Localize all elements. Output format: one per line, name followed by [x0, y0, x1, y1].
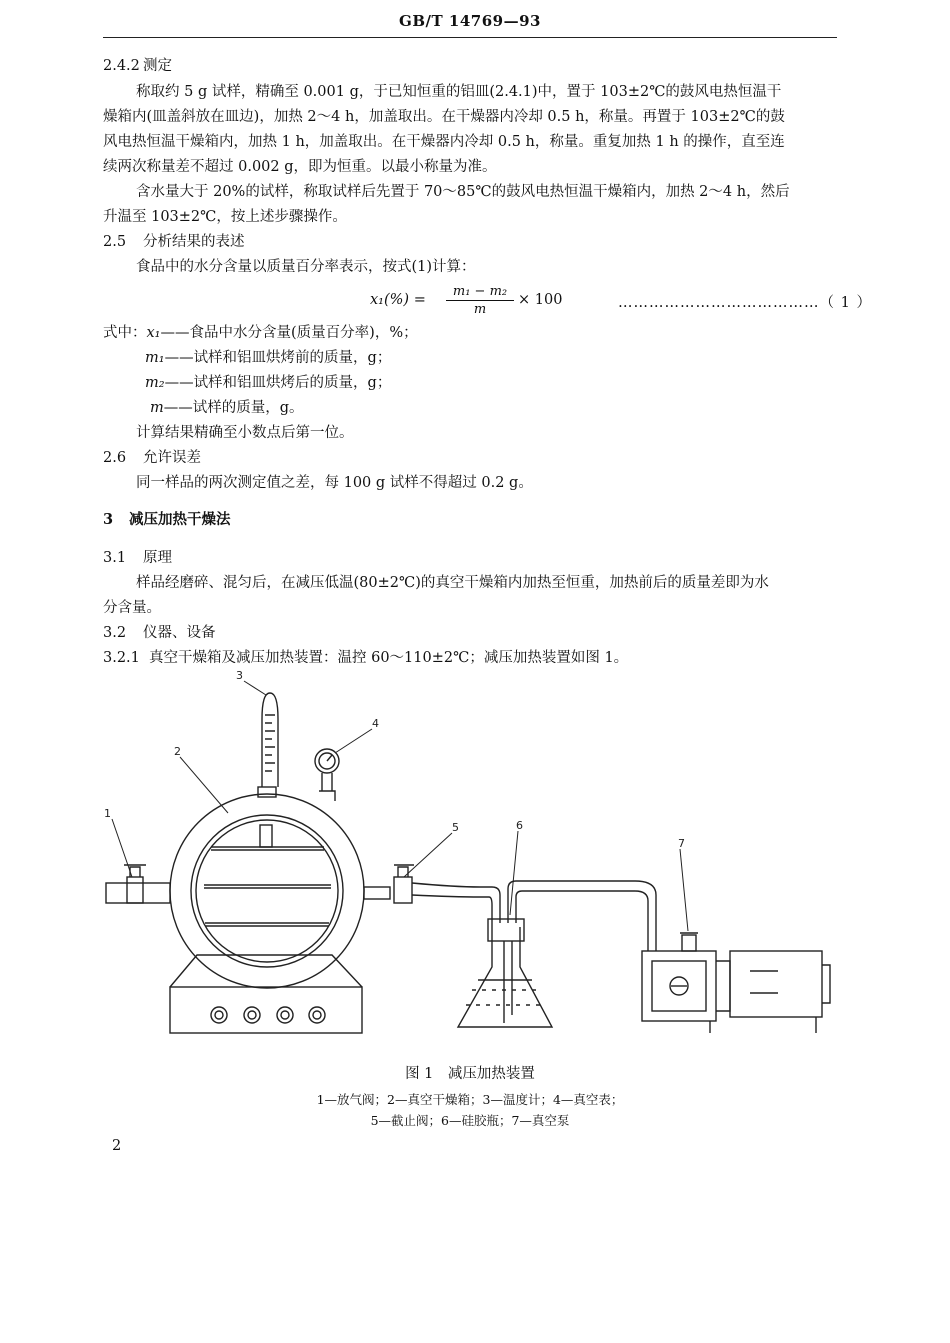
section-number: 2.6 [103, 450, 127, 466]
where-label: 式中： [103, 325, 147, 341]
formula-fraction [446, 283, 514, 318]
thermometer [262, 693, 278, 787]
where-line [103, 323, 418, 343]
paragraph-line: 含水量大于 20%的试样，称取试样后先置于 70～85℃的鼓风电热恒温干燥箱内，加热 2～4 h，然后 [136, 184, 790, 200]
where-line [145, 348, 391, 368]
formula-rhs: × 100 [518, 292, 563, 308]
where-line [150, 398, 304, 418]
callout-label-2: 2 [174, 745, 181, 758]
paragraph-line: 燥箱内(皿盖斜放在皿边)，加热 2～4 h，加盖取出。在干燥器内冷却 0.5 h，称量。再置于 103±2℃的鼓 [103, 109, 785, 125]
callout-label-4: 4 [372, 717, 379, 730]
section-title: 允许误差 [143, 450, 201, 466]
stop-valve [364, 865, 414, 903]
paragraph-line: 续两次称量差不超过 0.002 g，即为恒重。以最小称量为准。 [103, 159, 497, 175]
paragraph-line: 升温至 103±2℃，按上述步骤操作。 [103, 209, 347, 225]
paragraph-line: 同一样品的两次测定值之差，每 100 g 试样不得超过 0.2 g。 [136, 475, 533, 491]
paragraph-line: 风电热恒温干燥箱内，加热 1 h，加盖取出。在干燥器内冷却 0.5 h，称量。重复加热 1 h 的操作，直至连 [103, 134, 785, 150]
section-number: 3.1 [103, 550, 127, 566]
page-number: 2 [112, 1138, 122, 1154]
paragraph-line: 食品中的水分含量以质量百分率表示，按式(1)计算： [136, 259, 476, 275]
callout-leaders [112, 681, 688, 931]
vacuum-heating-apparatus-figure [100, 665, 840, 1050]
callout-label-6: 6 [516, 819, 523, 832]
header-rule [103, 37, 837, 38]
callout-label-5: 5 [452, 821, 459, 834]
section-3-heading [103, 510, 231, 530]
section-title: 仪器、设备 [143, 625, 216, 641]
var-desc: ——试样的质量，g。 [163, 400, 304, 416]
formula-denominator: m [473, 302, 487, 317]
section-number: 3.2.1 [103, 650, 140, 666]
figure-caption: 图 1 减压加热装置 [405, 1066, 535, 1082]
formula-lhs: x₁(%) = [370, 292, 426, 308]
section-2-6-heading [103, 448, 201, 468]
section-3-2-heading [103, 623, 216, 643]
var-symbol: m [150, 400, 164, 416]
silica-gel-flask [458, 919, 552, 1027]
section-2-5-heading [103, 232, 245, 252]
vacuum-gauge [315, 749, 339, 801]
paragraph-line: 称取约 5 g 试样，精确至 0.001 g，于已知恒重的铝皿(2.4.1)中，置于 103±2℃的鼓风电热恒温干 [136, 84, 782, 100]
section-title: 原理 [143, 550, 172, 566]
vent-valve [106, 865, 170, 903]
paragraph-line: 样品经磨碎、混匀后，在减压低温(80±2℃)的真空干燥箱内加热至恒重，加热前后的质量差即为水 [136, 575, 769, 591]
var-desc: ——试样和铝皿烘烤后的质量，g； [164, 375, 392, 391]
section-title: 减压加热干燥法 [129, 511, 231, 528]
var-symbol: m₁ [145, 350, 165, 366]
var-desc: ——试样和铝皿烘烤前的质量，g； [164, 350, 392, 366]
equation-number: …………………………………（ 1 ） [618, 295, 872, 311]
section-number: 3 [103, 511, 114, 528]
vacuum-pump [642, 933, 830, 1033]
figure-legend-line: 1—放气阀；2—真空干燥箱；3—温度计；4—真空表； [316, 1092, 624, 1107]
section-number: 3.2 [103, 625, 127, 641]
formula-numerator: m₁ − m₂ [446, 283, 514, 301]
callout-label-7: 7 [678, 837, 685, 850]
paragraph-line: 计算结果精确至小数点后第一位。 [136, 425, 354, 441]
var-symbol: m₂ [145, 375, 165, 391]
section-3-1-heading [103, 548, 172, 568]
section-text: 真空干燥箱及减压加热装置：温控 60～110±2℃；减压加热装置如图 1。 [149, 650, 629, 666]
section-title: 分析结果的表述 [143, 234, 245, 250]
document-header: GB/T 14769—93 [399, 12, 541, 30]
figure-legend-line: 5—截止阀；6—硅胶瓶；7—真空泵 [370, 1113, 570, 1128]
callout-label-1: 1 [104, 807, 111, 820]
where-line [145, 373, 391, 393]
section-number: 2.5 [103, 234, 127, 250]
var-symbol: x₁ [146, 325, 161, 341]
section-title: 测定 [143, 58, 172, 74]
section-number: 2.4.2 [103, 58, 140, 74]
var-desc: ——食品中水分含量(质量百分率)，%； [160, 325, 418, 341]
connecting-tubing [412, 881, 656, 951]
paragraph-line: 分含量。 [103, 600, 161, 616]
section-2-4-2-heading [103, 56, 172, 76]
callout-label-3: 3 [236, 669, 243, 682]
